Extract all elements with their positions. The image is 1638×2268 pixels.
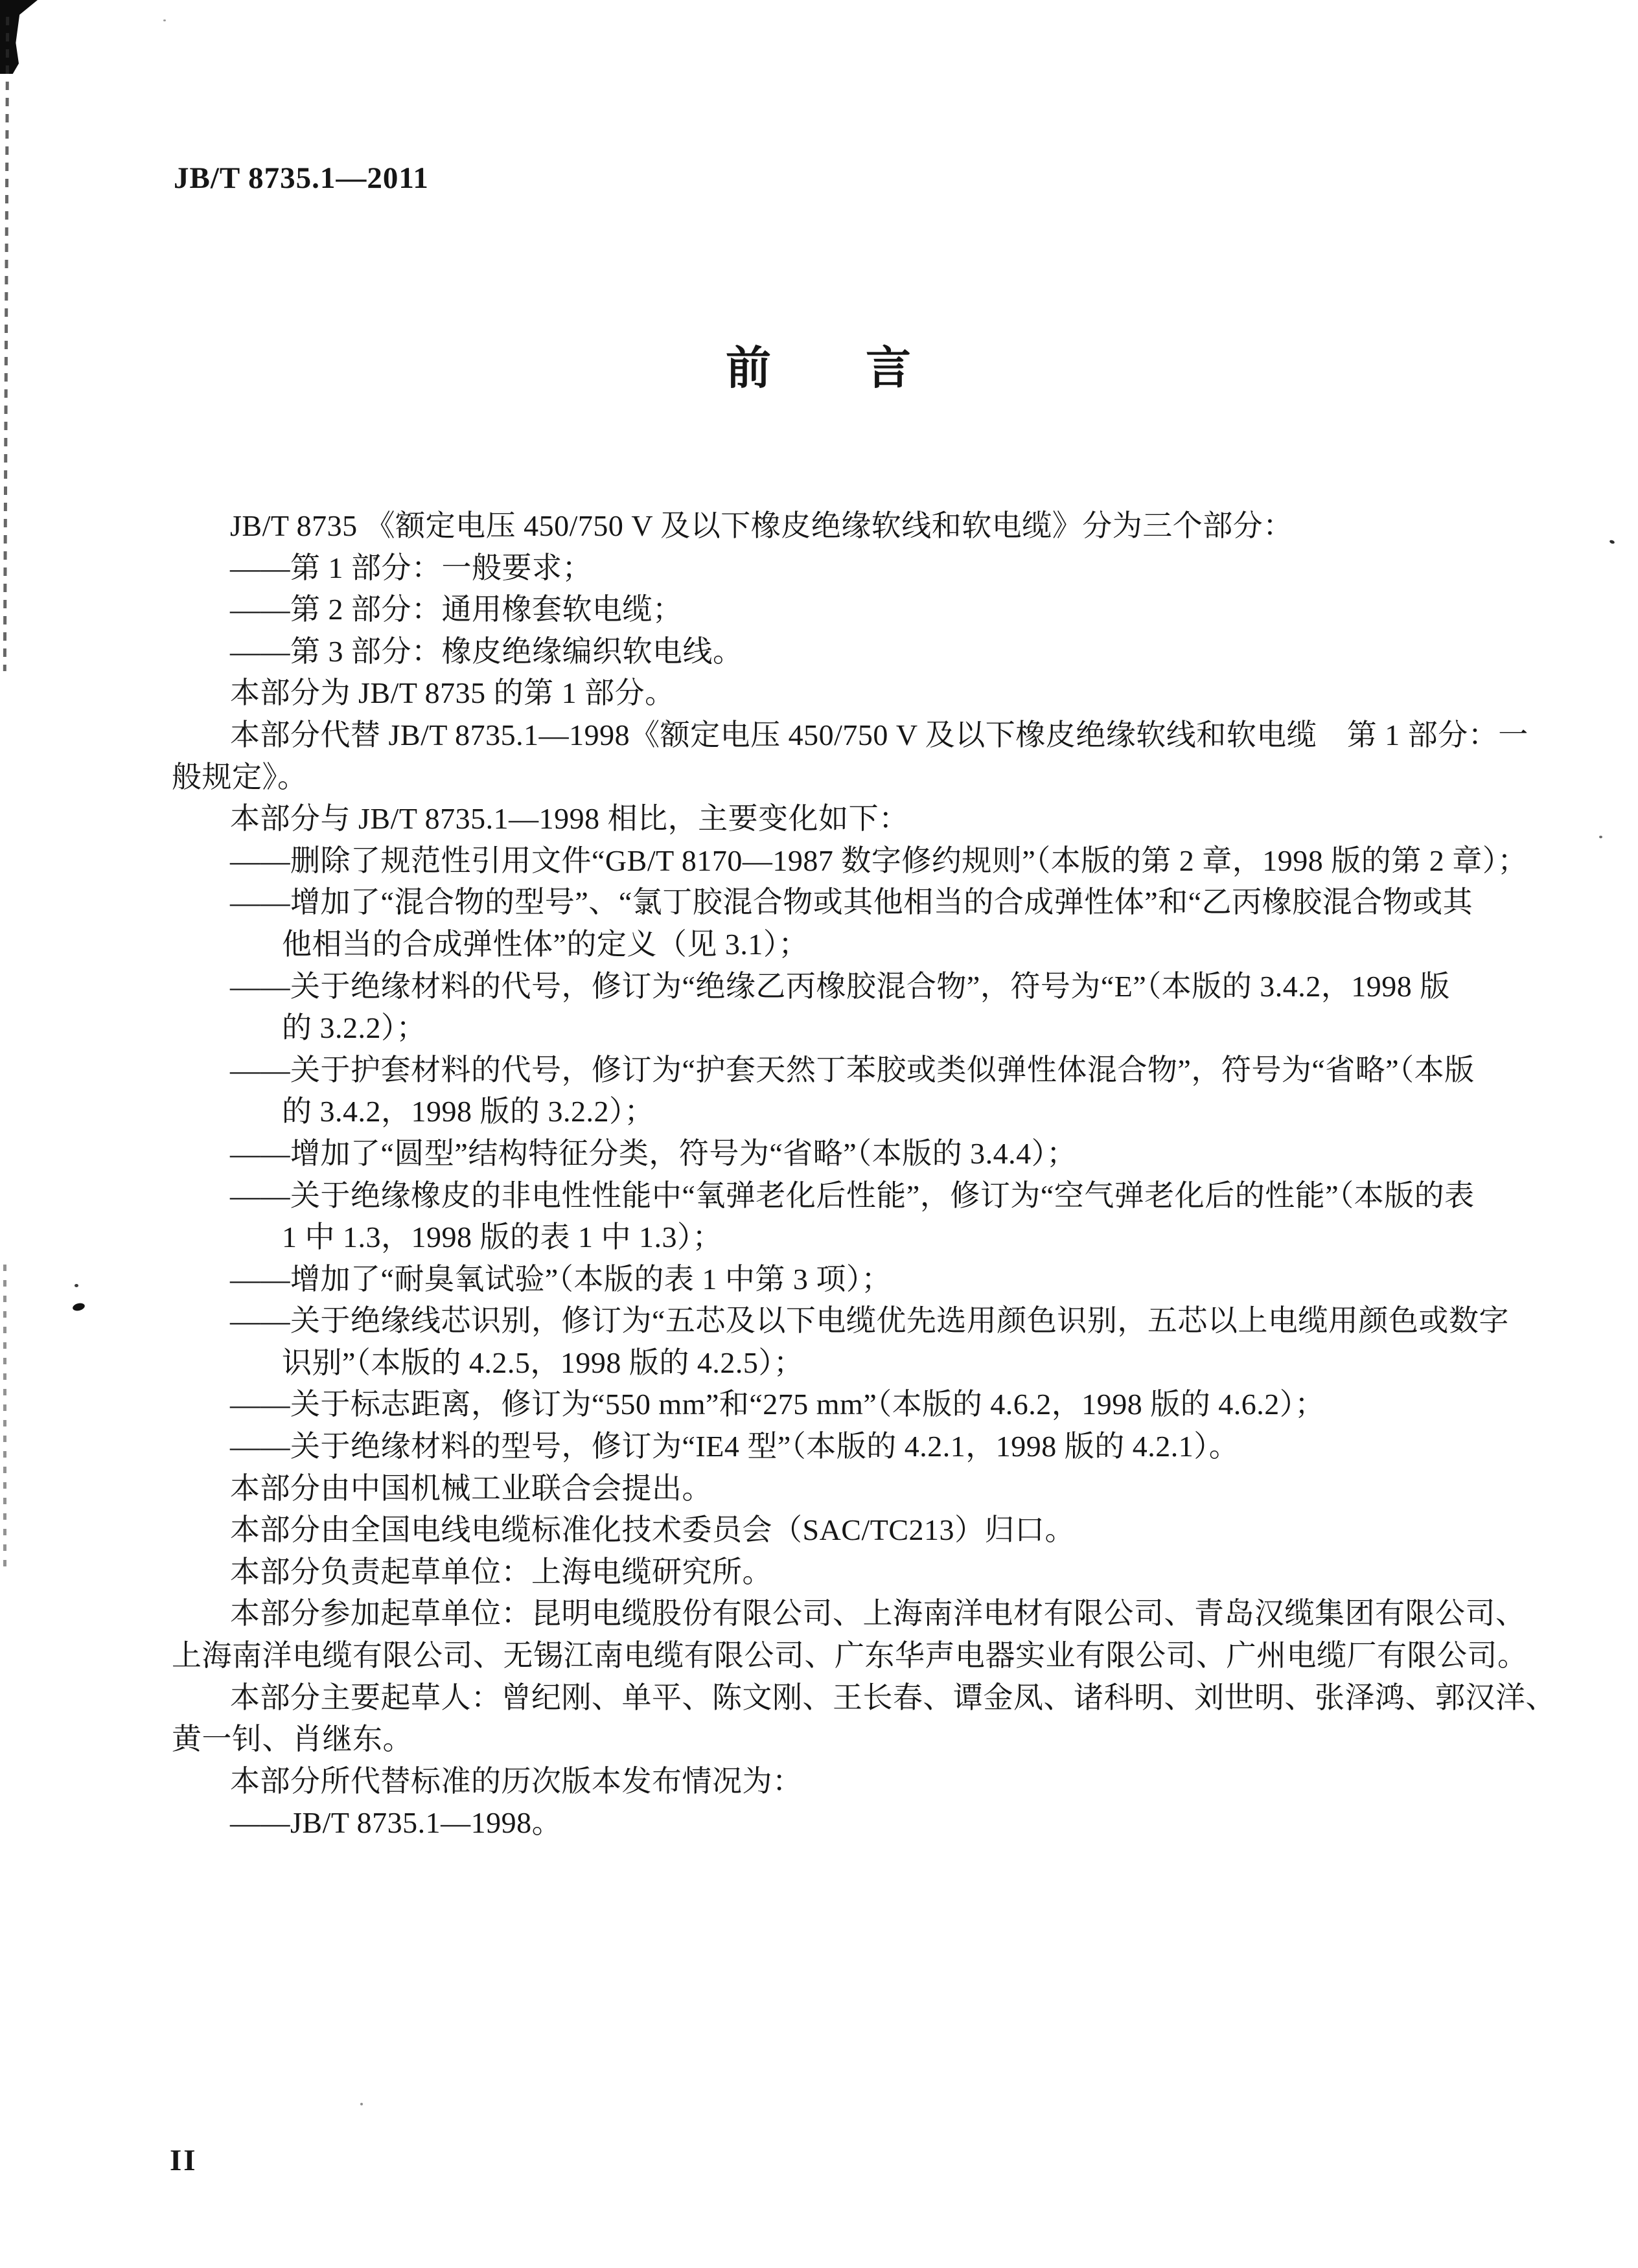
body-line: 识别”（本版的 4.2.5，1998 版的 4.2.5）； — [282, 1346, 804, 1379]
body-line: 本部分与 JB/T 8735.1—1998 相比，主要变化如下： — [230, 802, 909, 836]
scan-artifact-speck — [1609, 540, 1615, 545]
body-line: ——关于绝缘线芯识别，修订为“五芯及以下电缆优先选用颜色识别，五芯以上电缆用颜色或数字 — [230, 1304, 1509, 1338]
body-line: ——第 2 部分：通用橡套软电缆； — [230, 593, 683, 626]
body-line: ——增加了“耐臭氧试验”（本版的表 1 中第 3 项）； — [230, 1262, 892, 1296]
body-line: 本部分代替 JB/T 8735.1—1998《额定电压 450/750 V 及以下橡皮绝缘软线和软电缆 第 1 部分：一 — [230, 718, 1528, 751]
body-line: JB/T 8735 《额定电压 450/750 V 及以下橡皮绝缘软线和软电缆》分为三个部分： — [230, 509, 1293, 542]
body-line: ——关于绝缘材料的型号，修订为“IE4 型”（本版的 4.2.1，1998 版的 4.2.1）。 — [230, 1430, 1240, 1463]
scan-artifact-edge-streak — [3, 1265, 6, 1569]
page-number: II — [170, 2144, 198, 2177]
body-line: ——第 1 部分：一般要求； — [230, 551, 592, 584]
body-line: 本部分参加起草单位：昆明电缆股份有限公司、上海南洋电材有限公司、青岛汉缆集团有限公司、 — [230, 1597, 1526, 1631]
body-line: 本部分由中国机械工业联合会提出。 — [230, 1471, 712, 1505]
body-line: ——关于标志距离，修订为“550 mm”和“275 mm”（本版的 4.6.2，1998 版的 4.6.2）； — [230, 1388, 1325, 1421]
body-line: 本部分主要起草人：曾纪刚、单平、陈文刚、王长春、谭金凤、诸科明、刘世明、张泽鸿、郭汉洋、 — [230, 1680, 1556, 1714]
body-line: 本部分所代替标准的历次版本发布情况为： — [230, 1764, 803, 1798]
standard-number: JB/T 8735.1—2011 — [174, 161, 429, 195]
body-line: ——关于绝缘橡皮的非电性性能中“氧弹老化后性能”，修订为“空气弹老化后的性能”（本版的表 — [230, 1178, 1475, 1212]
body-line: 本部分由全国电线电缆标准化技术委员会（SAC/TC213）归口。 — [230, 1513, 1076, 1547]
body-line: 他相当的合成弹性体”的定义（见 3.1）； — [282, 927, 809, 961]
body-line: 的 3.4.2，1998 版的 3.2.2）； — [282, 1095, 654, 1128]
body-line: ——删除了规范性引用文件“GB/T 8170—1987 数字修约规则”（本版的第 2 章，1998 版的第 2 章）； — [230, 843, 1528, 877]
body-line: ——增加了“混合物的型号”、“氯丁胶混合物或其他相当的合成弹性体”和“乙丙橡胶混合物或其 — [230, 886, 1473, 919]
body-line: ——JB/T 8735.1—1998。 — [230, 1806, 562, 1840]
body-line: 1 中 1.3，1998 版的表 1 中 1.3）； — [282, 1220, 722, 1254]
body-line: 的 3.2.2）； — [282, 1011, 426, 1045]
body-line: 般规定》。 — [172, 760, 308, 794]
body-line: 本部分负责起草单位：上海电缆研究所。 — [230, 1555, 772, 1588]
body-line: 本部分为 JB/T 8735 的第 1 部分。 — [230, 676, 675, 710]
scan-artifact-speck — [163, 19, 166, 21]
body-line: 黄一钊、肖继东。 — [172, 1723, 413, 1756]
body-line: ——关于护套材料的代号，修订为“护套天然丁苯胶或类似弹性体混合物”，符号为“省略”（本版 — [230, 1053, 1475, 1086]
body-line: ——第 3 部分：橡皮绝缘编织软电线。 — [230, 634, 743, 668]
body-line: ——关于绝缘材料的代号，修订为“绝缘乙丙橡胶混合物”，符号为“E”（本版的 3.4.2，1998 版 — [230, 969, 1450, 1003]
scan-artifact-speck — [1599, 836, 1602, 838]
scan-artifact-blob — [72, 1302, 86, 1312]
scan-artifact-speck — [75, 1284, 78, 1287]
body-line: 上海南洋电缆有限公司、无锡江南电缆有限公司、广东华声电器实业有限公司、广州电缆厂有限公司。 — [172, 1639, 1528, 1673]
foreword-body — [172, 505, 1565, 1844]
body-line: ——增加了“圆型”结构特征分类，符号为“省略”（本版的 3.4.4）； — [230, 1136, 1077, 1170]
page-title: 前 言 — [726, 344, 912, 394]
scan-artifact-speck — [360, 2103, 363, 2105]
